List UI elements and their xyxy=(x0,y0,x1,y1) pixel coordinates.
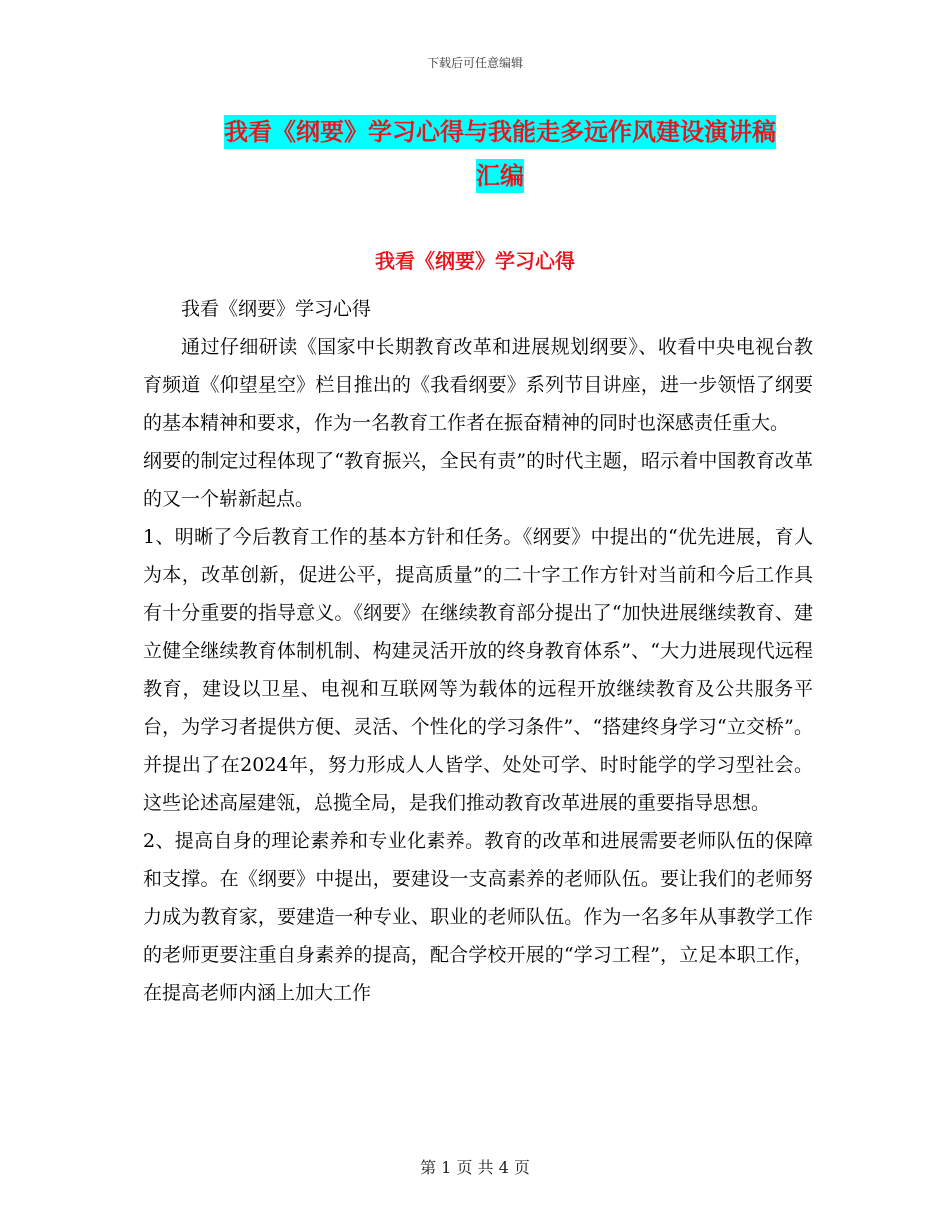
document-title-line2: 汇编 xyxy=(476,159,524,193)
document-title-line1: 我看《纲要》学习心得与我能走多远作风建设演讲稿 xyxy=(224,115,776,149)
page-footer: 第 1 页 共 4 页 xyxy=(420,1158,530,1177)
paragraph: 纲要的制定过程体现了“教育振兴，全民有责”的时代主题，昭示着中国教育改革的又一个崭新起点。 xyxy=(143,450,813,510)
section-title: 我看《纲要》学习心得 xyxy=(375,249,575,273)
document-title xyxy=(150,110,850,198)
paragraph: 我看《纲要》学习心得 xyxy=(181,298,372,320)
paragraph: 通过仔细研读《国家中长期教育改革和进展规划纲要》、收看中央电视台教育频道《仰望星空》栏目推出的《我看纲要》系列节目讲座，进一步领悟了纲要的基本精神和要求，作为一名教育工作者在振奋精神的同时也深感责任重大。 xyxy=(143,336,813,434)
header-note: 下载后可任意编辑 xyxy=(426,56,523,70)
paragraph: 2、提高自身的理论素养和专业化素养。教育的改革和进展需要老师队伍的保障和支撑。在《纲要》中提出，要建设一支高素养的老师队伍。要让我们的老师努力成为教育家，要建造一种专业、职业的老师队伍。作为一名多年从事教学工作的老师更要注重自身素养的提高，配合学校开展的“学习工程”，立足本职工作，在提高老师内涵上加大工作 xyxy=(143,830,813,1004)
paragraph: 1、明晰了今后教育工作的基本方针和任务。《纲要》中提出的“优先进展，育人为本，改革创新，促进公平，提高质量”的二十字工作方针对当前和今后工作具有十分重要的指导意义。《纲要》在继续教育部分提出了“加快进展继续教育、建立健全继续教育体制机制、构建灵活开放的终身教育体系”、“大力进展现代远程教育，建设以卫星、电视和互联网等为载体的远程开放继续教育及公共服务平台，为学习者提供方便、灵活、个性化的学习条件”、“搭建终身学习“立交桥”。并提出了在2024年，努力形成人人皆学、处处可学、时时能学的学习型社会。这些论述高屋建瓴，总揽全局，是我们推动教育改革进展的重要指导思想。 xyxy=(143,526,813,814)
document-body xyxy=(143,290,813,1012)
